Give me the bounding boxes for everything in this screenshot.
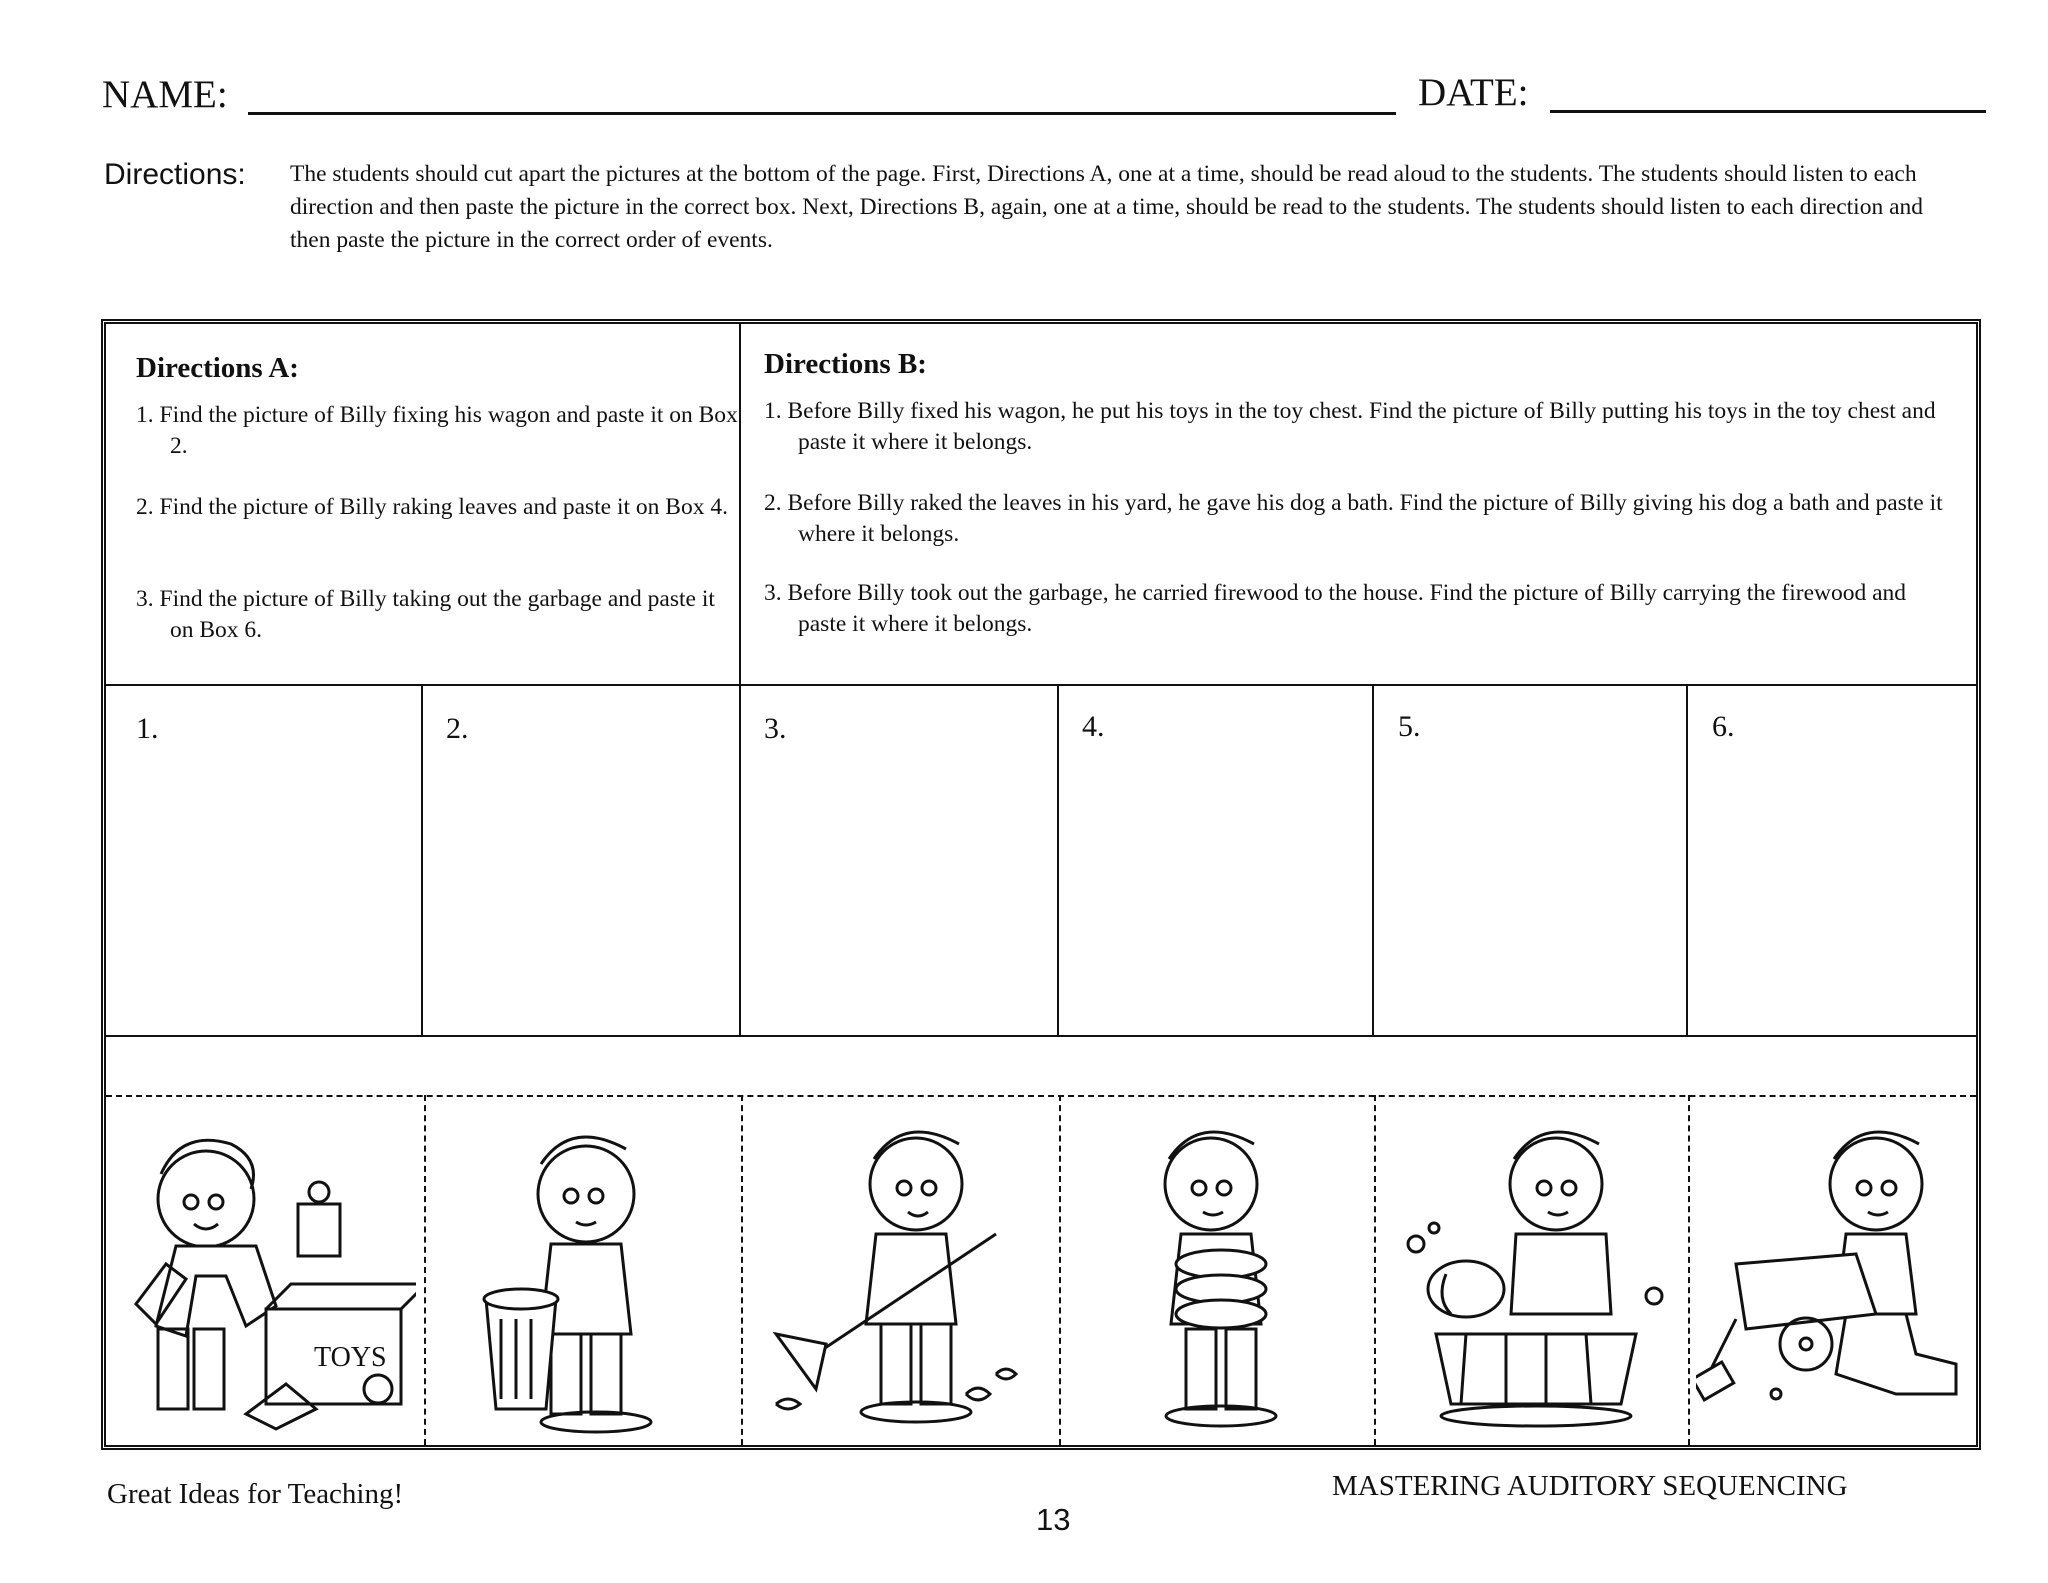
cut-divider-2 (741, 1095, 743, 1445)
directions-b-title: Directions B: (764, 348, 927, 380)
picture-fixing-wagon[interactable] (1696, 1104, 1971, 1439)
directions-label: Directions: (104, 158, 246, 191)
box-number-4: 4. (1082, 710, 1105, 743)
picture-raking-leaves[interactable] (756, 1104, 1046, 1439)
name-field-line[interactable] (248, 112, 1396, 115)
box-divider-1 (421, 684, 423, 1035)
directions-a-title: Directions A: (136, 352, 299, 384)
box-row-bottom (106, 1035, 1976, 1037)
box-number-6: 6. (1712, 710, 1735, 743)
page-number: 13 (1036, 1502, 1071, 1537)
directions-b-item-3: 3. Before Billy took out the garbage, he carried firewood to the house. Find the picture of Billy carrying the firewood and paste it where it belongs. (764, 580, 1907, 637)
box-number-1: 1. (136, 712, 159, 745)
name-label: NAME: (102, 73, 228, 116)
directions-b-item-2: 2. Before Billy raked the leaves in his yard, he gave his dog a bath. Find the picture of Billy giving his dog a bath and paste it where it belongs. (764, 490, 1943, 547)
box-number-3: 3. (764, 712, 787, 745)
toys-label: TOYS (314, 1342, 387, 1373)
box-row-top (106, 684, 1976, 686)
picture-carrying-firewood[interactable] (1071, 1104, 1361, 1439)
box-divider-2 (739, 684, 741, 1035)
box-number-2: 2. (446, 712, 469, 745)
footer-series-title: MASTERING AUDITORY SEQUENCING (1332, 1470, 1848, 1502)
box-divider-5 (1686, 684, 1688, 1035)
cut-divider-4 (1374, 1095, 1376, 1445)
cut-divider-5 (1688, 1095, 1690, 1445)
box-divider-3 (1057, 684, 1059, 1035)
directions-a-item-2: 2. Find the picture of Billy raking leaves and paste it on Box 4. (136, 494, 728, 520)
picture-toys-in-chest[interactable] (116, 1104, 416, 1439)
cut-divider-1 (424, 1095, 426, 1445)
box-number-5: 5. (1398, 710, 1421, 743)
picture-taking-out-garbage[interactable] (436, 1104, 726, 1439)
box-divider-4 (1372, 684, 1374, 1035)
date-field-line[interactable] (1550, 110, 1986, 113)
footer-publisher: Great Ideas for Teaching! (107, 1478, 404, 1510)
cut-divider-3 (1059, 1095, 1061, 1445)
date-label: DATE: (1418, 71, 1529, 114)
directions-a-item-3: 3. Find the picture of Billy taking out the garbage and paste it on Box 6. (136, 586, 715, 643)
directions-b-item-1: 1. Before Billy fixed his wagon, he put his toys in the toy chest. Find the picture of Billy putting his toys in the toy chest and paste it where it belongs. (764, 398, 1936, 455)
cut-line (106, 1095, 1976, 1097)
directions-a-item-1: 1. Find the picture of Billy fixing his wagon and paste it on Box 2. (136, 402, 738, 459)
directions-text: The students should cut apart the pictures at the bottom of the page. First, Directions A, one at a time, should be read aloud to the students. The students should listen to each direction and then paste the picture in the correct box. Next, Directions B, again, one at a time, should be read to the students. The students should listen to each direction and then paste the picture in the correct order of events. (290, 161, 1924, 253)
worksheet-frame (101, 319, 1981, 1450)
picture-dog-bath[interactable] (1386, 1104, 1681, 1439)
